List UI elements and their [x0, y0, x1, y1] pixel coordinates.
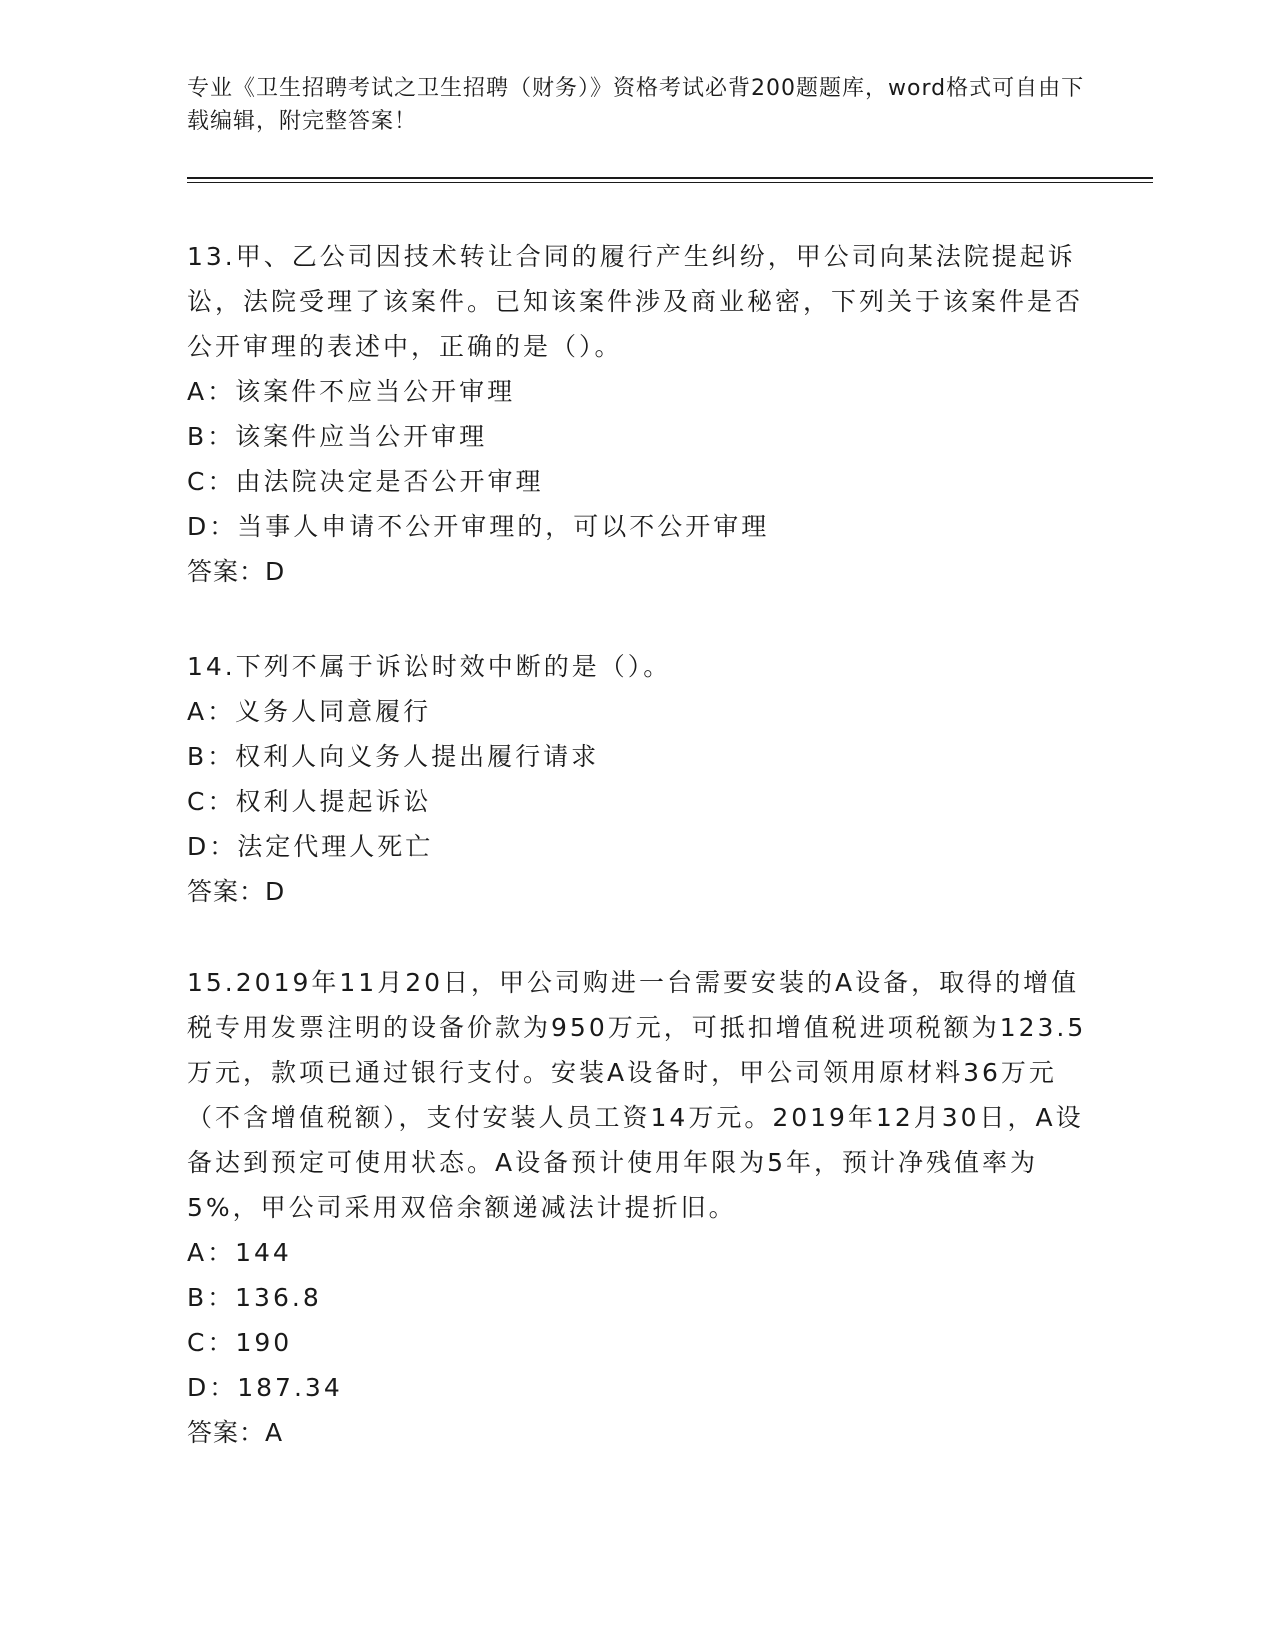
option-b: B：136.8 [187, 1283, 322, 1312]
question-stem: 15.2019年11月20日，甲公司购进一台需要安装的A设备，取得的增值税专用发票注明的设备价款为950万元，可抵扣增值税进项税额为123.5万元，款项已通过银行支付。安装A设备时，甲公司领用原材料36万元（不含增值税额），支付安装人员工资14万元。2019年12月30日，A设备达到预定可使用状态。A设备预计使用年限为5年，预计净残值率为5%，甲公司采用双倍余额递减法计提折旧。 [187, 968, 1087, 1222]
answer-line: 答案：A [187, 1418, 284, 1447]
question-13 [187, 234, 1087, 594]
option-d: D：法定代理人死亡 [187, 832, 434, 861]
option-d: D：187.34 [187, 1373, 343, 1402]
document-header [187, 72, 1087, 138]
question-15 [187, 960, 1087, 1455]
option-c: C：190 [187, 1328, 293, 1357]
answer-line: 答案：D [187, 557, 286, 586]
question-14 [187, 644, 1087, 914]
option-c: C：由法院决定是否公开审理 [187, 467, 544, 496]
question-stem: 13.甲、乙公司因技术转让合同的履行产生纠纷，甲公司向某法院提起诉讼，法院受理了该案件。已知该案件涉及商业秘密，下列关于该案件是否公开审理的表述中，正确的是（）。 [187, 242, 1084, 361]
option-d: D：当事人申请不公开审理的，可以不公开审理 [187, 512, 770, 541]
option-a: A：该案件不应当公开审理 [187, 377, 516, 406]
option-b: B：权利人向义务人提出履行请求 [187, 742, 600, 771]
option-a: A：144 [187, 1238, 292, 1267]
option-c: C：权利人提起诉讼 [187, 787, 432, 816]
header-divider-thin [187, 182, 1153, 183]
header-text: 专业《卫生招聘考试之卫生招聘（财务）》资格考试必背200题题库，word格式可自由下载编辑，附完整答案！ [187, 76, 1085, 134]
option-b: B：该案件应当公开审理 [187, 422, 488, 451]
header-divider-thick [187, 177, 1153, 179]
question-stem: 14.下列不属于诉讼时效中断的是（）。 [187, 652, 672, 681]
option-a: A：义务人同意履行 [187, 697, 432, 726]
answer-line: 答案：D [187, 877, 286, 906]
